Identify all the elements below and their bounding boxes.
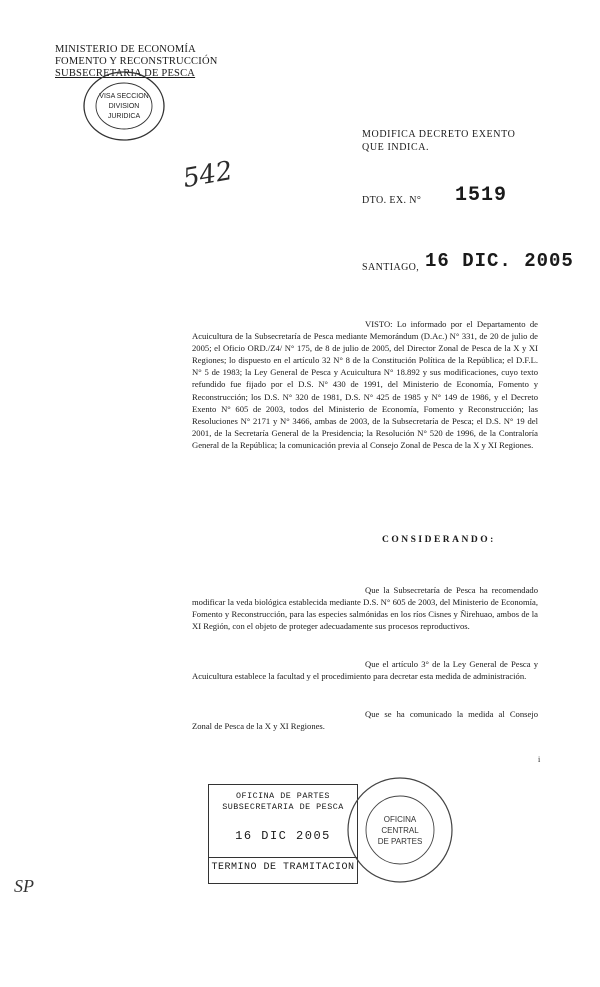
seal-bottom-line-2: CENTRAL (381, 826, 419, 835)
seal-top-line-2: DIVISION (108, 103, 140, 110)
seal-bottom-line-1: OFICINA (383, 815, 417, 824)
partes-stamp (208, 784, 358, 884)
decree-label: DTO. EX. N° (362, 195, 422, 206)
handwritten-initials: SP (14, 876, 34, 896)
header-line-2: FOMENTO Y RECONSTRUCCIÓN (55, 56, 218, 67)
header-line-1: MINISTERIO DE ECONOMÍA (55, 44, 196, 55)
juridica-seal-icon (78, 66, 170, 144)
visto-paragraph: VISTO: Lo informado por el Departamento de Acuicultura de la Subsecretaría de Pesca mediante Memorándum (D.Ac.) N° 331, de 20 de julio de 2005; el Oficio ORD./Z4/ N° 175, de 8 de julio de 2005, del Director Zonal de Pesca de la X y XI Regiones; lo dispuesto en el artículo 32 N° 8 de la Constitución Política de la República; el D.F.L. N° 5 de 1983; la Ley General de Pesca y Acuicultura N° 18.892 y sus modificaciones, cuyo texto refundido fue fijado por el D.S. N° 430 de 1991, del Ministerio de Economía, Fomento y Reconstrucción; los D.S. N° 320 de 1981, D.S. N° 425 de 1985 y N° 149 de 1986, y el Decreto Exento N° 605 de 2003, todos del Ministerio de Economía, Fomento y Reconstrucción; las Resoluciones N° 2171 y N° 3466, ambas de 2003, de la Subsecretaría de Pesca; el D.S. N° 19 del 2001, de la Secretaría General de la Presidencia; la Resolución N° 520 de 1996, de la Contraloría General de la República; la comunicación previa al Consejo Zonal de Pesca de la X y XI Regiones. (192, 319, 538, 450)
stamp-line-1: OFICINA DE PARTES (236, 791, 330, 801)
considerando-paragraph-2: Que el artículo 3° de la Ley General de Pesca y Acuicultura establece la facultad y el procedimiento para decretar esta medida de administración. (192, 659, 538, 682)
seal-top-line-1: VISA SECCION (99, 93, 149, 100)
reference-line-2: QUE INDICA. (362, 142, 430, 153)
side-mark: i (538, 755, 541, 764)
stamp-date: 16 DIC 2005 (235, 829, 331, 843)
handwritten-number: 542 (180, 155, 235, 195)
oficina-partes-seal-icon (340, 770, 460, 890)
stamp-line-3: TERMINO DE TRAMITACION (211, 862, 355, 873)
stamp-line-2: SUBSECRETARIA DE PESCA (222, 802, 344, 812)
considerando-heading: CONSIDERANDO: (382, 535, 496, 545)
seal-bottom-line-3: DE PARTES (377, 837, 423, 846)
decree-reference (362, 128, 515, 154)
decree-number: 1519 (455, 184, 508, 207)
considerando-paragraph-1: Que la Subsecretaría de Pesca ha recomendado modificar la veda biológica establecida mediante D.S. N° 605 de 2003, del Ministerio de Economía, Fomento y Reconstrucción, para las especies salmónidas en los ríos Cisnes y Ñirehuao, ambos de la XI Región, con el objeto de proteger adecuadamente sus procesos reproductivos. (192, 585, 538, 632)
header-line-3: SUBSECRETARIA DE PESCA (55, 68, 196, 79)
reference-line-1: MODIFICA DECRETO EXENTO (362, 129, 516, 140)
stamp-divider (209, 857, 357, 858)
considerando-paragraph-3: Que se ha comunicado la medida al Consejo Zonal de Pesca de la X y XI Regiones. (192, 709, 538, 732)
seal-top-line-3: JURIDICA (107, 113, 141, 120)
city: SANTIAGO, (362, 262, 420, 273)
decree-date: 16 DIC. 2005 (425, 250, 574, 272)
